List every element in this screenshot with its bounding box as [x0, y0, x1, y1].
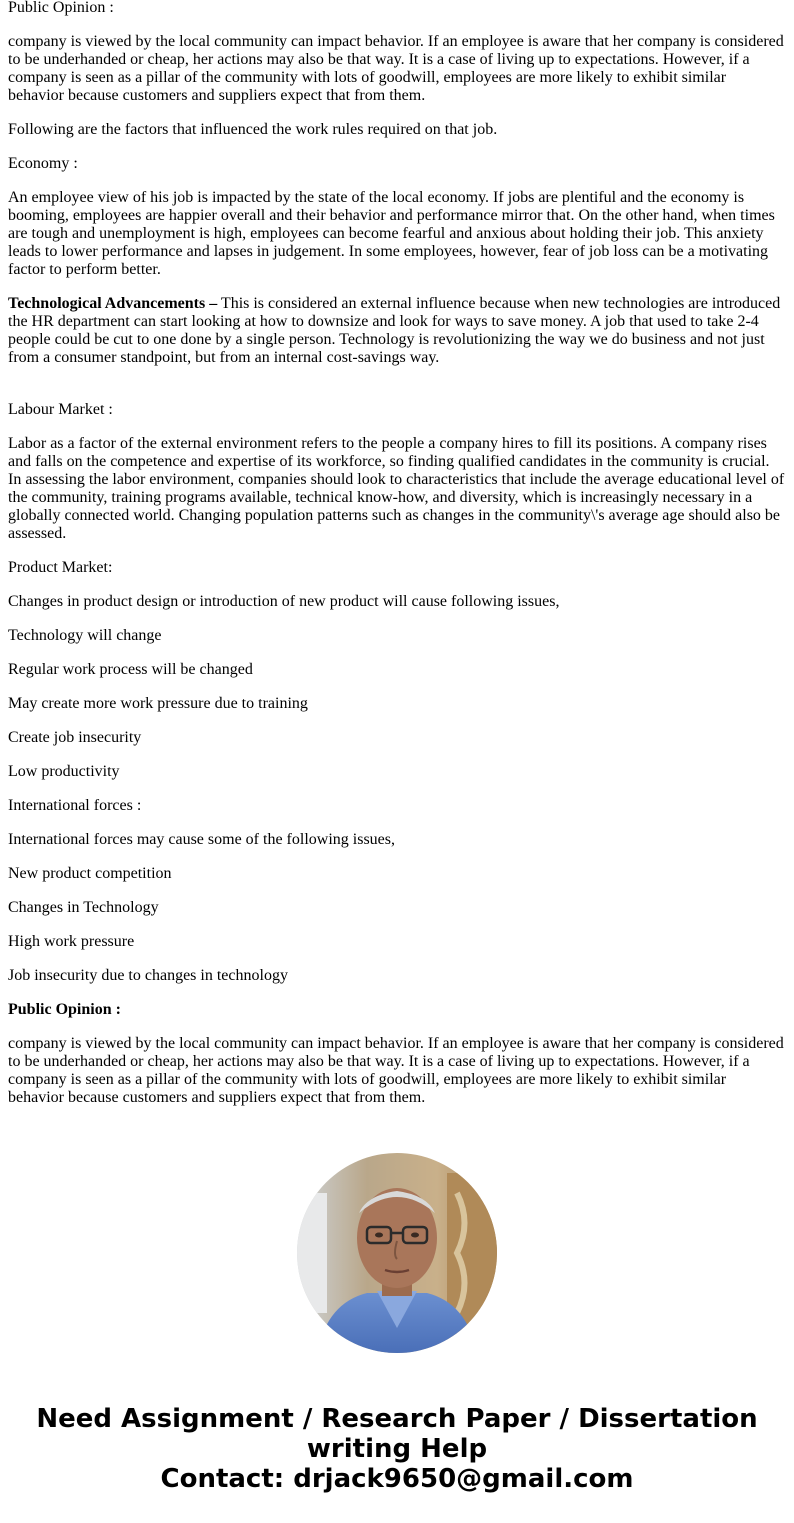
paragraph-public-opinion-repeat: company is viewed by the local community can impact behavior. If an employee is aware that her company is considered to be underhanded or cheap, her actions may also be that way. It is a case of living up to expectations. However, if a company is seen as a pillar of the community with lots of goodwill, employees are more likely to exhibit similar behavior because customers and suppliers expect that from them. — [8, 1035, 784, 1106]
person-photo-icon — [297, 1153, 497, 1353]
list-item: Technology will change — [8, 627, 162, 644]
contact-footer — [0, 1404, 794, 1494]
list-item: New product competition — [8, 865, 172, 882]
paragraph-product-market-intro: Changes in product design or introduction of new product will cause following issues, — [8, 593, 560, 610]
paragraph-international-intro: International forces may cause some of the following issues, — [8, 831, 395, 848]
paragraph-technology — [8, 295, 786, 367]
heading-international-forces: International forces : — [8, 797, 142, 814]
author-avatar — [297, 1153, 497, 1353]
technology-text: This is considered an external influence because when new technologies are introduced the HR department can start looking at how to downsize and look for ways to save money. A job that used to take 2-4 people could be cut to one done by a single person. Technology is revolutionizing the way we do business and not just from a consumer standpoint, but from an internal cost-savings way. — [8, 295, 781, 366]
heading-economy: Economy : — [8, 155, 78, 172]
list-item: May create more work pressure due to training — [8, 695, 308, 712]
heading-public-opinion-bold — [8, 1001, 786, 1019]
footer-contact-email[interactable]: Contact: drjack9650@gmail.com — [160, 1464, 634, 1494]
list-item: Regular work process will be changed — [8, 661, 253, 678]
footer-line-1: Need Assignment / Research Paper / Dissertation — [36, 1404, 758, 1434]
public-opinion-bold-text: Public Opinion : — [8, 1001, 121, 1018]
article-body — [8, 0, 786, 1123]
paragraph-labour-market: Labor as a factor of the external environment refers to the people a company hires to fill its positions. A company rises and falls on the competence and expertise of its workforce, so finding qualified candidates in the community is crucial. In assessing the labor environment, companies should look to characteristics that include the average educational level of the community, training programs available, technical know-how, and diversity, which is increasingly necessary in a globally connected world. Changing population patterns such as changes in the community\'s average age should also be assessed. — [8, 435, 785, 542]
list-item: High work pressure — [8, 933, 135, 950]
list-item: Job insecurity due to changes in technology — [8, 967, 288, 984]
heading-labour-market: Labour Market : — [8, 401, 113, 418]
list-item: Changes in Technology — [8, 899, 159, 916]
paragraph-economy: An employee view of his job is impacted by the state of the local economy. If jobs are plentiful and the economy is booming, employees are happier overall and their behavior and performance mirror that. On the other hand, when times are tough and unemployment is high, employees can become fearful and anxious about holding their job. This anxiety leads to lower performance and lapses in judgement. In some employees, however, fear of job loss can be a motivating factor to perform better. — [8, 189, 775, 278]
technology-heading: Technological Advancements – — [8, 295, 218, 312]
list-item: Create job insecurity — [8, 729, 142, 746]
heading-public-opinion: Public Opinion : — [8, 0, 114, 16]
list-item: Low productivity — [8, 763, 120, 780]
paragraph-factors-intro: Following are the factors that influenced the work rules required on that job. — [8, 121, 498, 138]
footer-line-2: writing Help — [306, 1434, 488, 1464]
paragraph-public-opinion: company is viewed by the local community can impact behavior. If an employee is aware that her company is considered to be underhanded or cheap, her actions may also be that way. It is a case of living up to expectations. However, if a company is seen as a pillar of the community with lots of goodwill, employees are more likely to exhibit similar behavior because customers and suppliers expect that from them. — [8, 33, 784, 104]
heading-product-market: Product Market: — [8, 559, 113, 576]
